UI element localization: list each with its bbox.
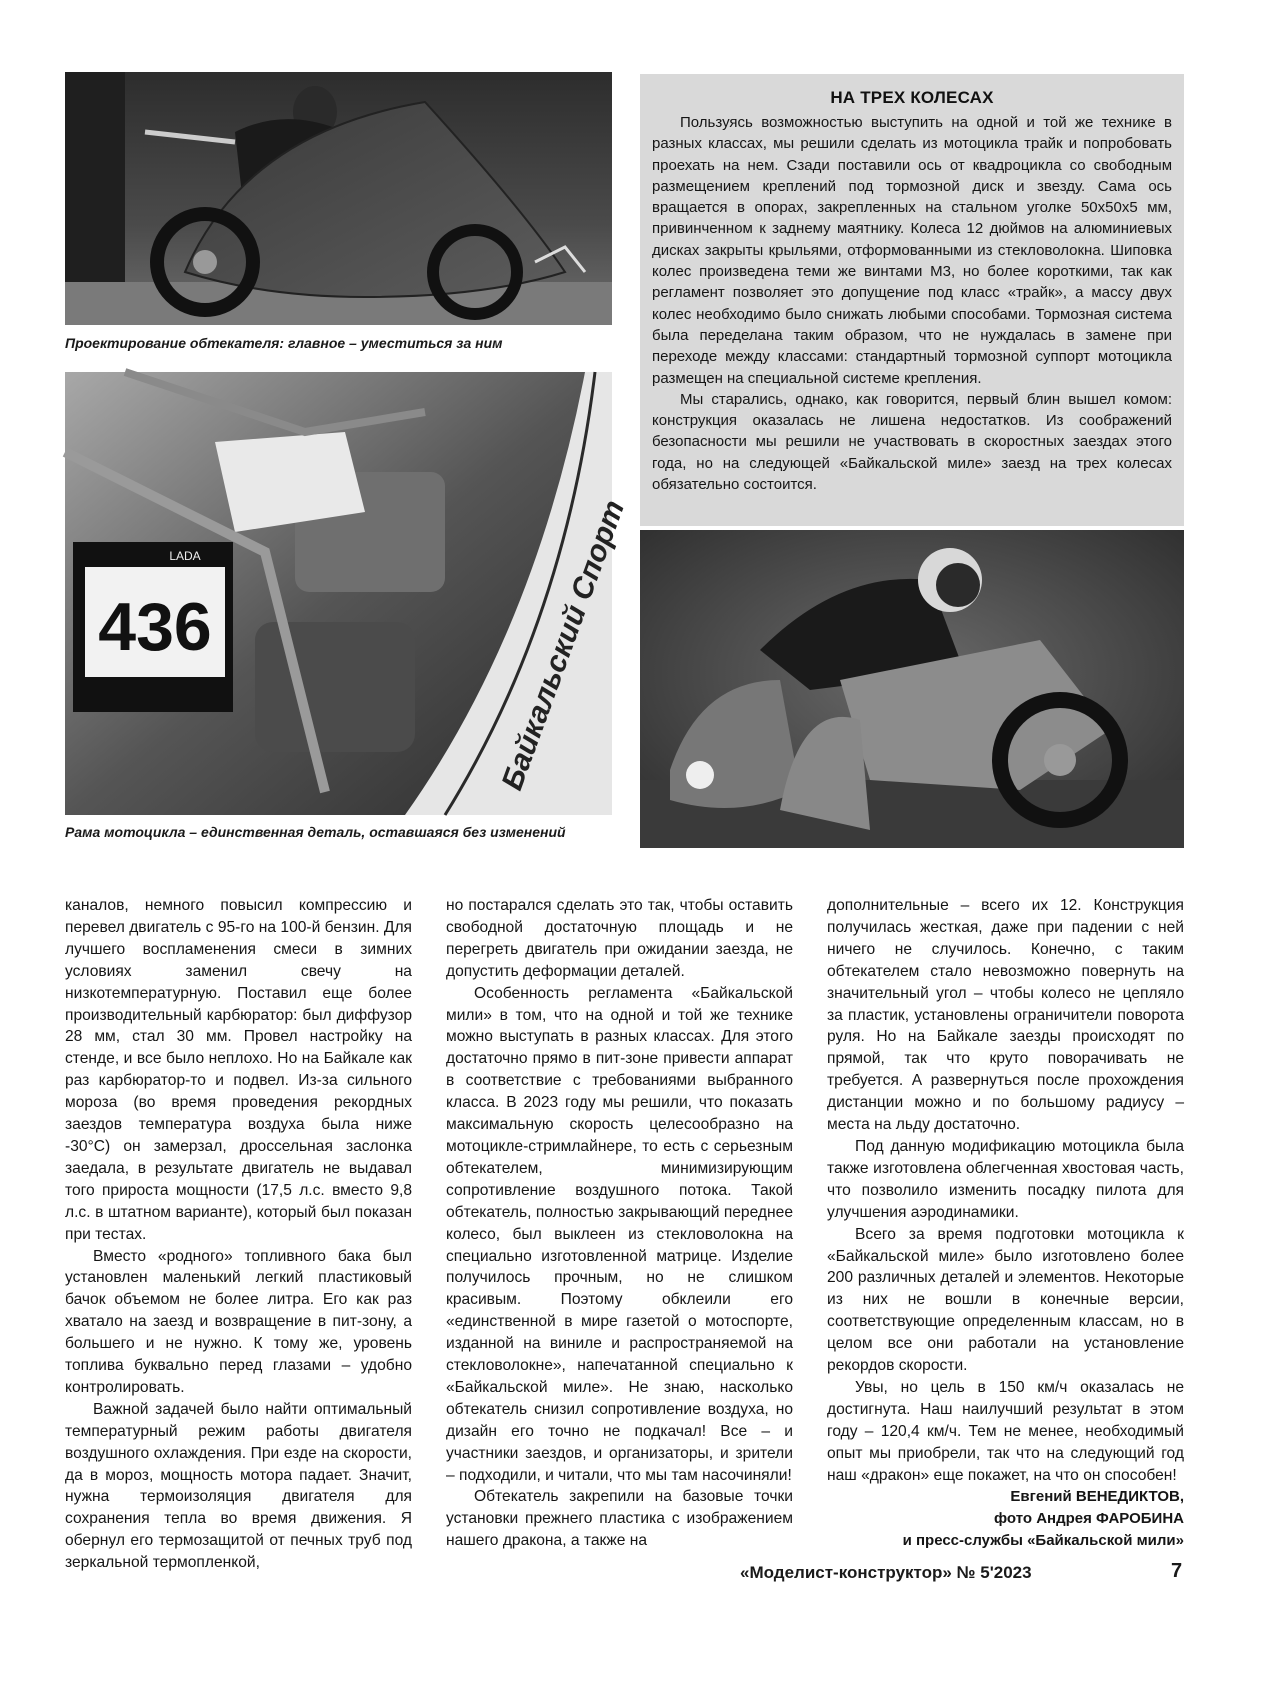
author-signature [827, 1486, 1184, 1552]
photo-caption: Рама мотоцикла – единственная деталь, оставшаяся без изменений [65, 824, 566, 840]
body-paragraph: Под данную модификацию мотоцикла была также изготовлена облегченная хвостовая часть, что позволило изменить посадку пилота для улучшения аэродинамики. [827, 1137, 1184, 1221]
body-column-1 [65, 895, 412, 1572]
author-name: Евгений ВЕНЕДИКТОВ, [1010, 1488, 1184, 1506]
body-paragraph: Особенность регламента «Байкальской мили» в том, что на одной и той же технике можно выступать в разных классах. Для этого достаточно прямо в пит-зоне привести аппарат в соответствие с требованиями выбранного класса. В 2023 году мы решили, что показать максимальную скорость целесообразно на мотоцикле-стримлайнере, то есть с серьезным обтекателем, минимизирующим сопротивление воздушного потока. Такой обтекатель, полностью закрывающий переднее колесо, был выклеен из стекловолокна на специально изготовленной матрице. Изделие получилось прочным, но не слишком красивым. Поэтому обклеили его «единственной в мире газетой о мотоспорте, изданной на виниле и распространяемой на стекловолокне», напечатанной специально к «Байкальской миле». Не знаю, насколько обтекатель снизил сопротивление воздуха, но дизайн его точно не подкачал! Все – и участники заездов, и организаторы, и зрители – подходили, и читали, что мы там насочиняли! [446, 984, 793, 1484]
body-column-3 [827, 895, 1184, 1550]
body-paragraph: Важной задачей было найти оптимальный температурный режим работы двигателя воздушного охлаждения. При езде на скорости, да в мороз, мощность мотора падает. Значит, нужна термоизоляция двигателя для сохранения тепла во время движения. Я обернул его термозащитой от печных труб под зеркальной термопленкой, [65, 1400, 412, 1572]
page-number: 7 [1171, 1560, 1183, 1582]
photo-fairing-design [65, 72, 612, 325]
sidebar-paragraph: Пользуясь возможностью выступить на одной и той же технике в разных классах, мы решили сделать из мотоцикла трайк и попробовать проехать на нем. Сзади поставили ось от квадроцикла со свободным размещением креплений под тормозной диск и звезду. Сама ось вращается в опорах, закрепленных на стальном уголке 50х50х5 мм, привинченном к заднему маятнику. Колеса 12 дюймов на алюминиевых дисках закрыты крыльями, отформованными из стекловолокна. Шиповка колес произведена теми же винтами М3, но более короткими, так как регламент позволяет это допущение под класс «трайк», а массу двух колес необходимо было снижать любыми способами. Тормозная система была переделана таким образом, что не нуждалась в замене при переходе между классами: стандартный тормозной суппорт мотоцикла размещен на специальной системе крепления. [652, 114, 1172, 387]
photo-credit: фото Андрея ФАРОБИНА [994, 1510, 1184, 1528]
body-paragraph: Увы, но цель в 150 км/ч оказалась не достигнута. Наш наилучший результат в этом году – 120,4 км/ч. Тем не менее, необходимый опыт мы приобрели, так что на следующий год наш «дракон» еще покажет, на что он способен! [827, 1378, 1184, 1484]
photo-caption: Проектирование обтекателя: главное – уместиться за ним [65, 335, 503, 351]
body-paragraph: Вместо «родного» топливного бака был установлен маленький легкий пластиковый бачок объемом не более литра. Его как раз хватало на заезд и возвращение в пит-зону, а большего и не нужно. К тому же, уровень топлива буквально перед глазами – удобно контролировать. [65, 1247, 412, 1396]
body-paragraph: каналов, немного повысил компрессию и перевел двигатель с 95-го на 100-й бензин. Для лучшего воспламенения смеси в зимних условиях заменил свечу на низкотемпературную. Поставил еще более производительный карбюратор: был диффузор 28 мм, стал 30 мм. Провел настройку на стенде, и все было неплохо. Но на Байкале как раз карбюратор-то и подвел. Из-за сильного мороза (во время проведения рекордных заездов температура воздуха была ниже -30°С) он замерзал, дроссельная заслонка заедала, в результате двигатель не выдавал того прироста мощности (17,5 л.с. вместо 9,8 л.с. в штатном варианте), который был показан при тестах. [65, 897, 412, 1243]
magazine-title: «Моделист-конструктор» № 5'2023 [740, 1563, 1032, 1582]
press-credit: и пресс-службы «Байкальской мили» [902, 1532, 1184, 1550]
sidebar-title: НА ТРЕХ КОЛЕСАХ [830, 88, 994, 107]
fairing-text: Байкальский Спорт [495, 495, 632, 795]
sponsor-logo-text: LADA [169, 549, 201, 563]
photo-motorcycle-frame [65, 372, 632, 815]
body-paragraph: Всего за время подготовки мотоцикла к «Байкальской миле» было изготовлено более 200 различных деталей и элементов. Некоторые из них не вошли в конечные версии, соответствующие определенным классам, но в целом все они работали на установление рекордов скорости. [827, 1225, 1184, 1375]
race-number: 436 [98, 589, 212, 665]
sidebar-paragraph: Мы старались, однако, как говорится, первый блин вышел комом: конструкция оказалась не лишена недостатков. Из соображений безопасности мы решили не участвовать в скоростных заездах этого года, но на следующей «Байкальской миле» заезд на трех колесах обязательно состоится. [652, 390, 1172, 494]
body-column-2 [446, 895, 793, 1550]
body-paragraph: но постарался сделать это так, чтобы оставить свободной достаточную площадь и не перегреть двигатель при ожидании заезда, не допустить деформации деталей. [446, 897, 793, 980]
body-paragraph: Обтекатель закрепили на базовые точки установки прежнего пластика с изображением нашего дракона, а также на [446, 1488, 793, 1550]
photo-trike [640, 530, 1184, 848]
body-paragraph: дополнительные – всего их 12. Конструкция получилась жесткая, даже при падении с ней ничего не случилось. Конечно, с таким обтекателем стало невозможно повернуть на значительный угол – чтобы колесо не цепляло за пластик, установлены ограничители поворота руля. Но на Байкале заезды происходят по прямой, так что круто поворачивать не требуется. А развернуться после прохождения дистанции можно и по большому радиусу – места на льду достаточно. [827, 897, 1184, 1134]
sidebar-box [640, 74, 1184, 526]
